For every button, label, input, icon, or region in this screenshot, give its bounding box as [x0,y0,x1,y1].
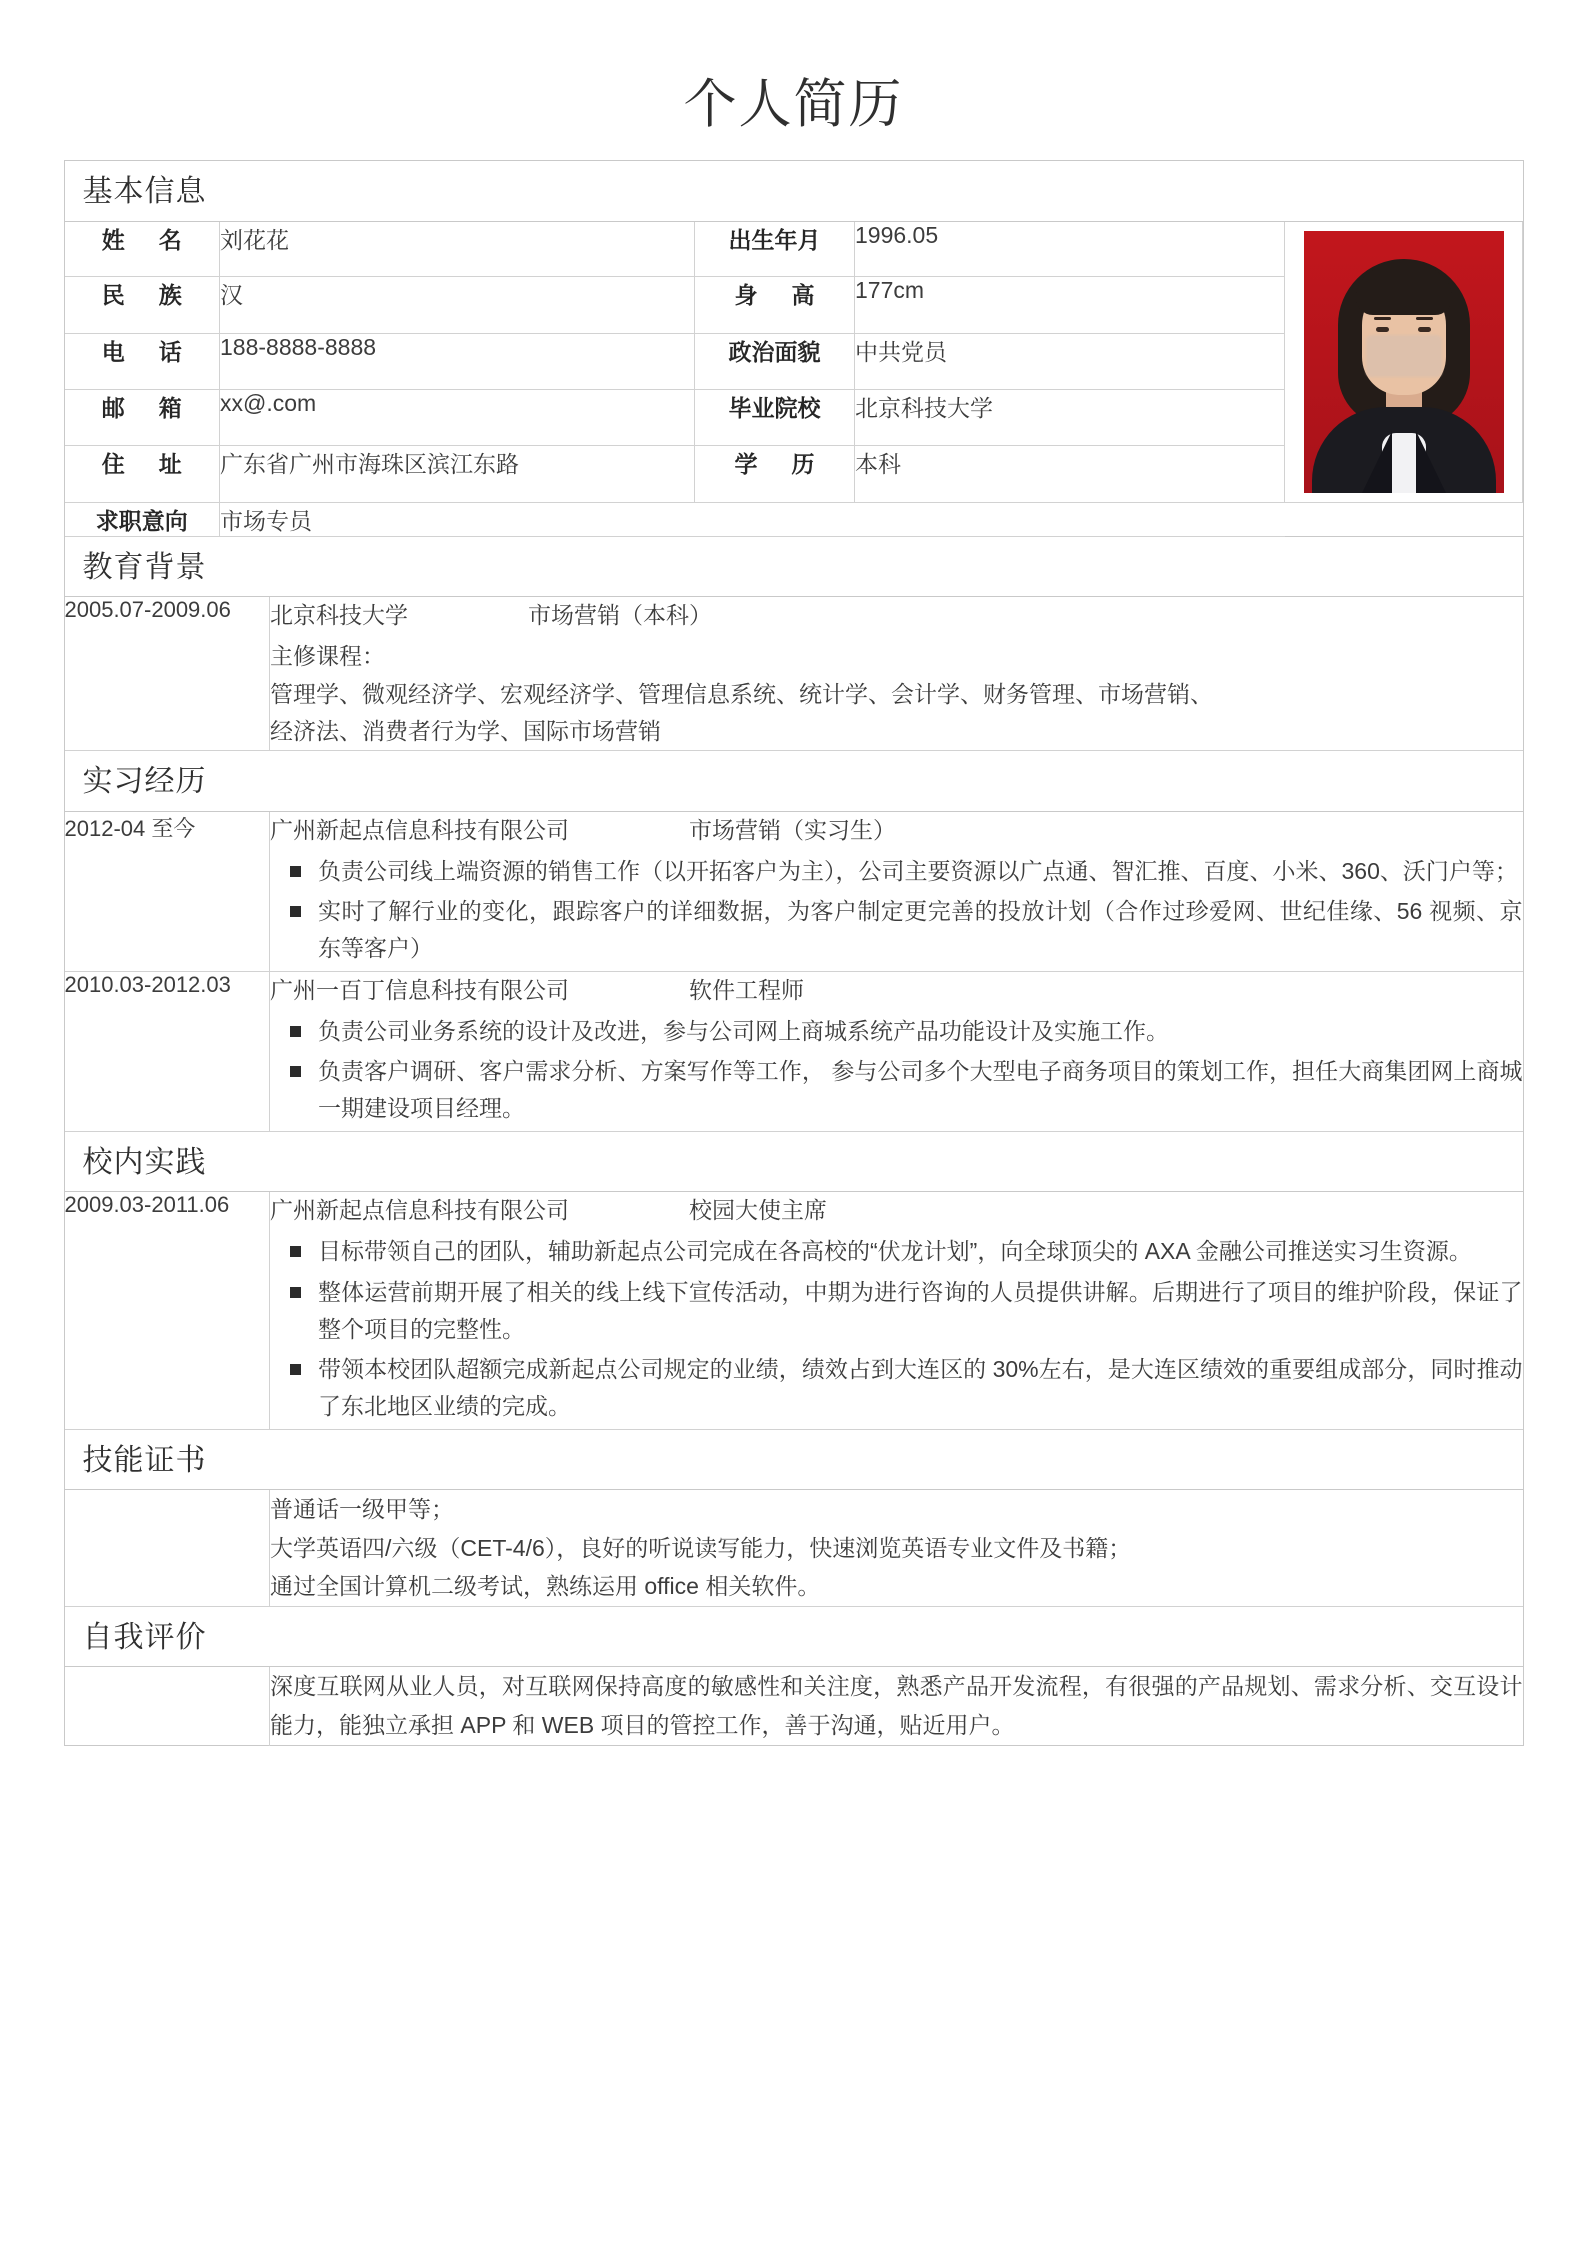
label-political-status [695,333,855,389]
label-degree-part1: 学 [734,451,758,478]
label-phone [65,333,220,389]
internship-date-1: 2012-04 至今 [65,812,270,972]
internship-bullets-2 [270,1013,1523,1128]
education-date: 2005.07-2009.06 [65,597,270,751]
campus-org: 广州新起点信息科技有限公司 [270,1197,569,1223]
portrait-eye-right [1418,327,1431,332]
value-political-status: 中共党员 [855,333,1285,389]
label-degree-part2: 历 [791,451,815,478]
label-name-part2: 名 [158,226,182,253]
value-birth: 1996.05 [855,222,1285,277]
list-item: 实时了解行业的变化，跟踪客户的详细数据，为客户制定更完善的投放计划（合作过珍爱网、世纪佳缘、56 视频、京东等客户） [270,893,1523,968]
label-birth [695,222,855,277]
skills-body [270,1490,1523,1606]
table-row [65,812,1523,972]
skills-line-3: 通过全国计算机二级考试，熟练运用 office 相关软件。 [270,1573,821,1600]
education-body [270,597,1523,751]
internship-header-line-2 [270,972,1523,1009]
section-title-campus: 校内实践 [82,1145,207,1179]
label-address [65,446,220,502]
portrait-lapel-right [1416,431,1446,493]
label-address-part2: 址 [158,451,182,478]
education-header-line [270,597,1523,634]
table-row [65,1667,1523,1745]
internship-body-2 [270,971,1523,1131]
self-evaluation-table [65,1667,1523,1745]
internship-header-line-1 [270,812,1523,849]
label-ethnicity-part2: 族 [158,282,182,309]
campus-role: 校园大使主席 [689,1197,827,1223]
portrait-lapel-left [1362,431,1392,493]
internship-date-2: 2010.03-2012.03 [65,971,270,1131]
section-header-basic-info [65,161,1523,222]
section-header-education [65,537,1523,598]
list-item: 负责客户调研、客户需求分析、方案写作等工作， 参与公司多个大型电子商务项目的策划工作，担任大商集团网上商城一期建设项目经理。 [270,1053,1523,1128]
value-ethnicity: 汉 [220,277,695,333]
label-ethnicity [65,277,220,333]
label-name [65,222,220,277]
section-header-internship [65,751,1523,812]
label-phone-part2: 话 [158,338,182,365]
internship-body-1 [270,812,1523,972]
internship-org-2: 广州一百丁信息科技有限公司 [270,976,569,1003]
label-email-part1: 邮 [101,394,125,421]
label-birth-text: 出生年月 [728,226,821,253]
self-evaluation-body: 深度互联网从业人员，对互联网保持高度的敏感性和关注度，熟悉产品开发流程，有很强的产品规划、需求分析、交互设计能力，能独立承担 APP 和 WEB 项目的管控工作，善于沟通，贴近用户。 [270,1673,1523,1738]
table-row [65,222,1523,277]
self-evaluation-date-cell [65,1667,270,1745]
value-job-objective: 市场专员 [220,502,1285,536]
resume-container [64,160,1524,1746]
campus-date: 2009.03-2011.06 [65,1192,270,1429]
value-height: 177cm [855,277,1285,333]
label-job-objective: 求职意向 [65,502,220,536]
list-item: 整体运营前期开展了相关的线上线下宣传活动，中期为进行咨询的人员提供讲解。后期进行了项目的维护阶段，保证了整个项目的完整性。 [270,1274,1523,1349]
portrait-blur-overlay [1366,335,1442,377]
portrait-fringe [1356,267,1452,315]
section-title-basic-info: 基本信息 [82,175,207,208]
label-height [695,277,855,333]
internship-org-1: 广州新起点信息科技有限公司 [270,816,569,843]
label-email-part2: 箱 [158,394,182,421]
section-title-education: 教育背景 [82,550,207,584]
skills-date-cell [65,1490,270,1606]
skills-table [65,1490,1523,1607]
education-org: 北京科技大学 [270,602,408,628]
section-title-skills: 技能证书 [82,1443,207,1477]
education-major: 市场营销（本科） [528,602,712,628]
value-phone: 188-8888-8888 [220,333,695,389]
education-courses-line-2: 经济法、消费者行为学、国际市场营销 [270,717,661,744]
label-political-status-text: 政治面貌 [728,338,821,365]
internship-role-2: 软件工程师 [689,976,804,1003]
label-height-part2: 高 [791,282,815,309]
education-table [65,597,1523,751]
campus-bullets [270,1233,1523,1425]
section-header-self-evaluation [65,1607,1523,1668]
education-courses-line-1: 管理学、微观经济学、宏观经济学、管理信息系统、统计学、会计学、财务管理、市场营销、 [270,680,1213,707]
value-email: xx@.com [220,389,695,445]
value-school: 北京科技大学 [855,389,1285,445]
internship-role-1: 市场营销（实习生） [689,816,896,843]
label-phone-part1: 电 [101,338,125,365]
table-row [65,597,1523,751]
label-school [695,389,855,445]
label-degree [695,446,855,502]
portrait-brow-right [1416,317,1433,320]
section-header-campus [65,1132,1523,1193]
section-header-skills [65,1430,1523,1491]
value-name: 刘花花 [220,222,695,277]
id-photo [1304,231,1504,493]
table-row [65,971,1523,1131]
skills-line-2: 大学英语四/六级（CET-4/6），良好的听说读写能力，快速浏览英语专业文件及书籍； [270,1534,1132,1561]
campus-body [270,1192,1523,1429]
campus-table [65,1192,1523,1430]
list-item: 目标带领自己的团队，辅助新起点公司完成在各高校的“伏龙计划”，向全球顶尖的 AXA 金融公司推送实习生资源。 [270,1233,1523,1270]
spacer-cell [1285,502,1523,536]
portrait-brow-left [1374,317,1391,320]
section-title-self-evaluation: 自我评价 [82,1620,207,1654]
portrait-eye-left [1376,327,1389,332]
basic-info-table [65,222,1524,537]
skills-line-1: 普通话一级甲等； [270,1496,454,1522]
campus-header-line [270,1192,1523,1229]
label-email [65,389,220,445]
list-item: 带领本校团队超额完成新起点公司规定的业绩，绩效占到大连区的 30%左右，是大连区绩效的重要组成部分，同时推动了东北地区业绩的完成。 [270,1351,1523,1426]
label-address-part1: 住 [101,451,125,478]
photo-cell [1285,222,1523,503]
label-name-part1: 姓 [101,226,125,253]
label-school-text: 毕业院校 [728,394,821,421]
list-item: 负责公司线上端资源的销售工作（以开拓客户为主），公司主要资源以广点通、智汇推、百度、小米、360、沃门户等； [270,853,1523,890]
internship-bullets-1 [270,853,1523,968]
table-row [65,1192,1523,1429]
table-row [65,502,1523,536]
value-degree: 本科 [855,446,1285,502]
list-item: 负责公司业务系统的设计及改进，参与公司网上商城系统产品功能设计及实施工作。 [270,1013,1523,1050]
section-title-internship: 实习经历 [82,765,207,798]
label-height-part1: 身 [734,282,758,309]
table-row [65,1490,1523,1606]
value-address: 广东省广州市海珠区滨江东路 [220,446,695,502]
education-courses-label: 主修课程： [270,643,385,670]
internship-table [65,812,1523,1132]
page-title: 个人简历 [683,75,904,134]
label-ethnicity-part1: 民 [101,282,125,309]
